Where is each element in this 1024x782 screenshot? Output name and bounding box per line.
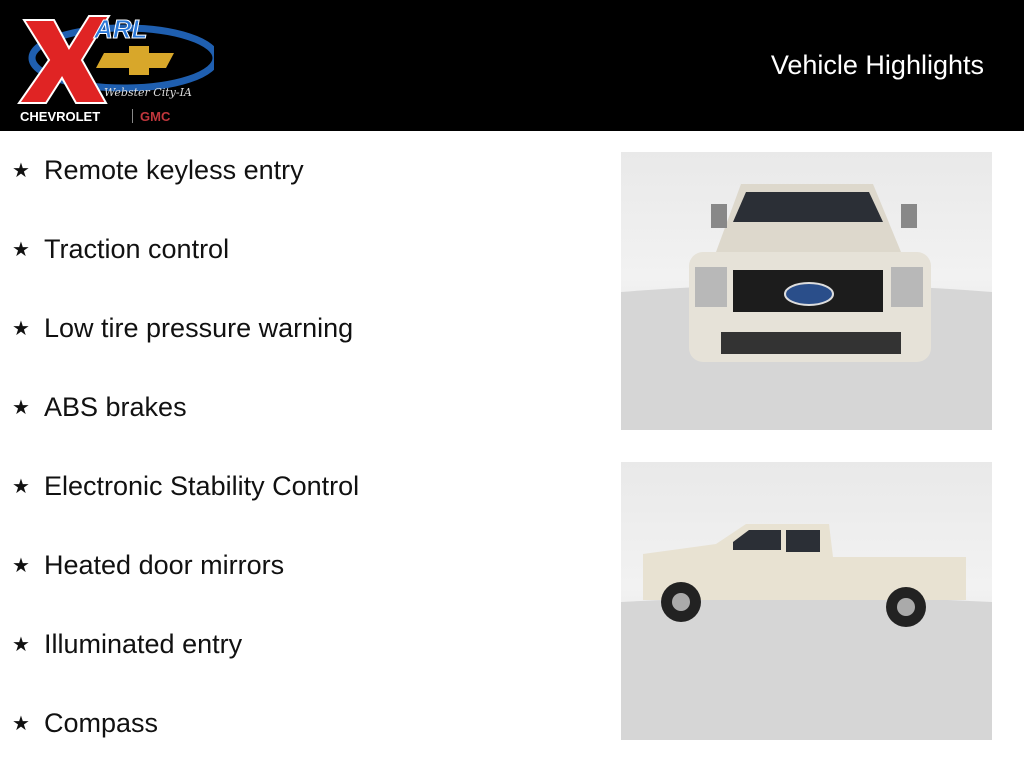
star-icon: ★ xyxy=(12,555,30,577)
dealer-logo xyxy=(14,8,214,128)
feature-label: Remote keyless entry xyxy=(44,155,304,185)
star-icon: ★ xyxy=(12,634,30,656)
star-icon: ★ xyxy=(12,160,30,182)
star-icon: ★ xyxy=(12,476,30,498)
truck-front-photo xyxy=(621,152,992,430)
star-icon: ★ xyxy=(12,713,30,735)
star-icon: ★ xyxy=(12,318,30,340)
truck-side-photo xyxy=(621,462,992,740)
feature-label: Heated door mirrors xyxy=(44,550,285,580)
feature-item xyxy=(12,624,359,703)
feature-label: Compass xyxy=(44,708,159,738)
svg-text:Webster City-IA: Webster City-IA xyxy=(104,86,192,99)
svg-text:CHEVROLET: CHEVROLET xyxy=(20,109,101,124)
feature-label: Electronic Stability Control xyxy=(44,471,360,501)
feature-item xyxy=(12,229,359,308)
feature-label: Illuminated entry xyxy=(44,629,243,659)
feature-item xyxy=(12,150,359,229)
svg-text:GMC: GMC xyxy=(140,109,171,124)
feature-label: Traction control xyxy=(44,234,230,264)
feature-item xyxy=(12,703,359,782)
star-icon: ★ xyxy=(12,239,30,261)
feature-label: Low tire pressure warning xyxy=(44,313,354,343)
page-title: Vehicle Highlights xyxy=(770,50,984,80)
feature-item xyxy=(12,387,359,466)
header xyxy=(0,0,1024,131)
star-icon: ★ xyxy=(12,397,30,419)
feature-label: ABS brakes xyxy=(44,392,187,422)
svg-text:ARL: ARL xyxy=(94,14,148,44)
feature-item xyxy=(12,308,359,387)
feature-list xyxy=(12,150,359,782)
feature-item xyxy=(12,545,359,624)
feature-item xyxy=(12,466,359,545)
